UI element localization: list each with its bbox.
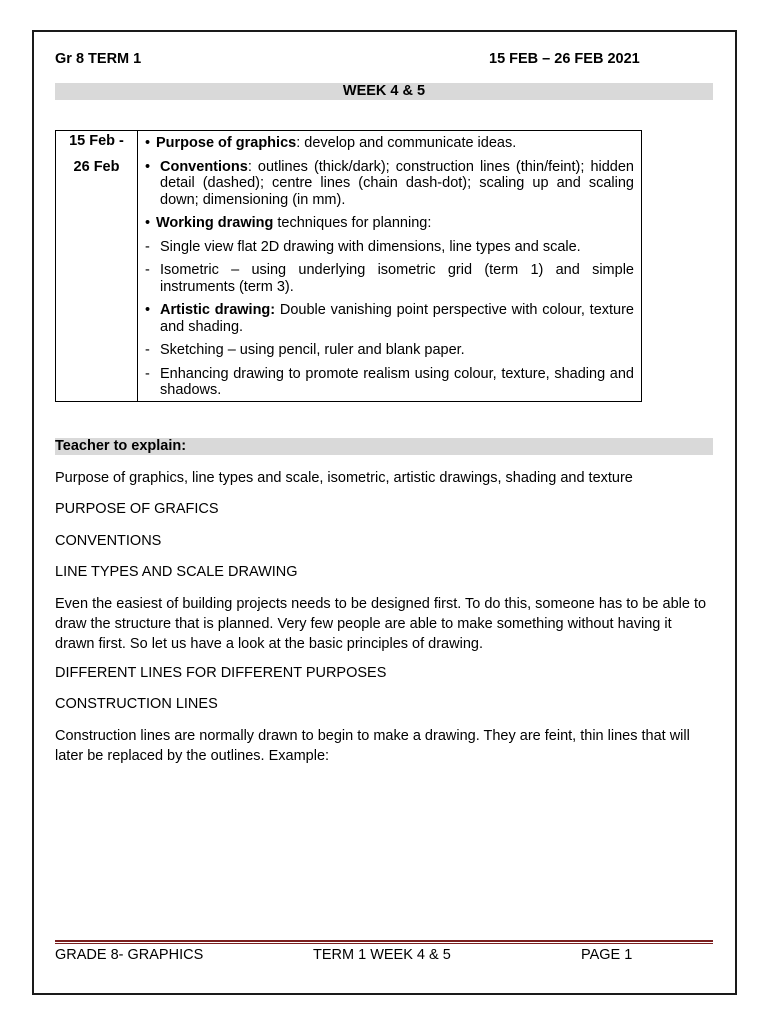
heading-line-types: LINE TYPES AND SCALE DRAWING xyxy=(55,564,298,580)
bullet-marker: • xyxy=(145,302,151,318)
item-text: Double vanishing point perspective with colour, texture and shading. xyxy=(160,302,634,335)
heading-purpose: PURPOSE OF GRAFICS xyxy=(55,501,219,517)
list-item xyxy=(145,262,634,295)
paragraph-design: Even the easiest of building projects needs to be designed first. To do this, someone has to be able to draw the structure that is planned. Very few people are able to make something without having it drawn first. So let us have a look at the basic principles of drawing. xyxy=(55,596,707,652)
item-text: Enhancing drawing to promote realism using colour, texture, shading and shadows. xyxy=(160,365,634,398)
item-text: : outlines (thick/dark); construction lines (thin/feint); hidden detail (dashed); centre lines (chain dash-dot); scaling up and scaling down; dimensioning (in mm). xyxy=(160,158,634,208)
item-text: techniques for planning: xyxy=(273,215,432,231)
bullet-marker: • xyxy=(145,215,151,231)
date-start: 15 Feb - xyxy=(69,133,124,149)
list-item xyxy=(145,215,634,232)
item-text: : develop and communicate ideas. xyxy=(296,135,517,151)
footer-grade: GRADE 8- GRAPHICS xyxy=(55,947,204,963)
list-item xyxy=(145,135,634,152)
footer-page-number: PAGE 1 xyxy=(581,947,633,963)
header-grade-term: Gr 8 TERM 1 xyxy=(55,51,142,67)
bullet-marker: • xyxy=(145,158,151,175)
list-item xyxy=(145,159,634,209)
heading-conventions: CONVENTIONS xyxy=(55,533,162,549)
intro-text: Purpose of graphics, line types and scale, isometric, artistic drawings, shading and texture xyxy=(55,470,633,486)
item-bold: Working drawing xyxy=(156,215,274,231)
bullet-marker: • xyxy=(145,135,151,151)
item-text: Sketching – using pencil, ruler and blank paper. xyxy=(160,342,465,358)
footer-rule-bottom xyxy=(55,943,713,944)
list-item xyxy=(145,302,634,335)
item-bold: Purpose of graphics xyxy=(156,135,297,151)
item-bold: Conventions xyxy=(160,158,248,175)
week-banner: WEEK 4 & 5 xyxy=(55,83,713,100)
list-item xyxy=(145,366,634,399)
date-cell xyxy=(56,131,138,402)
footer-rule-top xyxy=(55,940,713,942)
lesson-plan-table xyxy=(55,130,642,402)
dash-marker: - xyxy=(145,365,150,382)
list-item xyxy=(145,342,634,359)
item-text: Single view flat 2D drawing with dimensions, line types and scale. xyxy=(160,238,581,255)
footer-term-week: TERM 1 WEEK 4 & 5 xyxy=(313,947,451,963)
dash-marker: - xyxy=(145,238,150,255)
teacher-heading: Teacher to explain: xyxy=(55,438,713,455)
header-date-range: 15 FEB – 26 FEB 2021 xyxy=(489,51,640,67)
heading-different-lines: DIFFERENT LINES FOR DIFFERENT PURPOSES xyxy=(55,665,387,681)
heading-construction-lines: CONSTRUCTION LINES xyxy=(55,696,218,712)
content-cell xyxy=(138,131,642,402)
list-item xyxy=(145,239,634,256)
item-text: Isometric – using underlying isometric grid (term 1) and simple instruments (term 3). xyxy=(160,262,634,295)
date-end: 26 Feb xyxy=(73,159,120,175)
dash-marker: - xyxy=(145,262,150,278)
dash-marker: - xyxy=(145,342,150,358)
item-bold: Artistic drawing: xyxy=(160,302,276,318)
paragraph-construction: Construction lines are normally drawn to begin to make a drawing. They are feint, thin lines that will later be replaced by the outlines. Example: xyxy=(55,728,690,764)
